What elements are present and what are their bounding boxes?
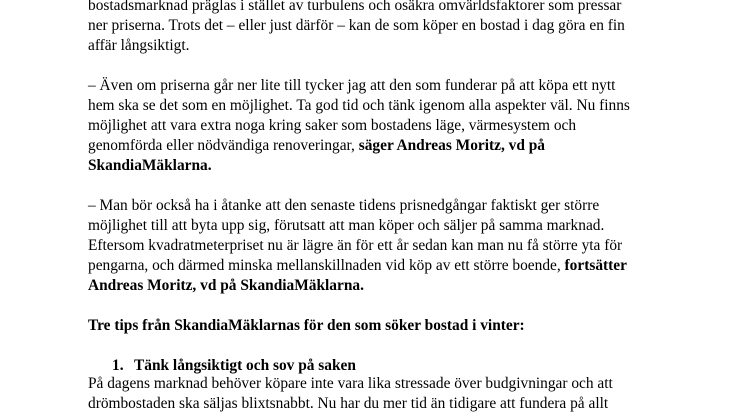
text-line: ner priserna. Trots det – eller just därför – kan de som köper en bostad i dag göra en fin bbox=[88, 17, 625, 34]
text-run: genomförda eller nödvändiga renoveringar, bbox=[88, 137, 359, 154]
text-line bbox=[88, 136, 728, 156]
list-item-label: Tänk långsiktigt och sov på saken bbox=[134, 357, 356, 374]
paragraph-quote-1 bbox=[88, 76, 728, 176]
text-line: – Man bör också ha i åtanke att den senaste tidens prisnedgångar faktiskt ger större bbox=[88, 197, 600, 214]
paragraph-quote-2 bbox=[88, 196, 728, 296]
tip-body bbox=[88, 374, 728, 414]
section-heading: Tre tips från SkandiaMäklarnas för den som söker bostad i vinter: bbox=[88, 317, 525, 334]
quote-attribution: Andreas Moritz, vd på SkandiaMäklarna. bbox=[88, 277, 364, 294]
text-line: affär långsiktigt. bbox=[88, 37, 190, 54]
text-line: På dagens marknad behöver köpare inte vara lika stressade över budgivningar och att bbox=[88, 375, 613, 392]
text-line: drömbostaden ska säljas blixtsnabbt. Nu har du mer tid än tidigare att fundera på allt bbox=[88, 395, 609, 412]
list-number: 1. bbox=[112, 357, 124, 374]
text-line: hem ska se det som en möjlighet. Ta god tid och tänk igenom alla aspekter väl. Nu finns bbox=[88, 97, 630, 114]
paragraph-intro bbox=[88, 0, 728, 56]
quote-attribution: fortsätter bbox=[564, 257, 627, 274]
quote-attribution: SkandiaMäklarna. bbox=[88, 157, 212, 174]
text-line bbox=[88, 256, 728, 276]
text-line: möjlighet till att byta upp sig, förutsatt att man köper och säljer på samma marknad. bbox=[88, 217, 605, 234]
text-line: bostadsmarknad präglas i stället av turbulens och osäkra omvärldsfaktorer som pressar bbox=[88, 0, 622, 14]
list-item-title bbox=[112, 356, 746, 376]
text-line: Eftersom kvadratmeterpriset nu är lägre än för ett år sedan kan man nu få större yta för bbox=[88, 237, 623, 254]
tips-heading bbox=[88, 316, 728, 336]
text-line: – Även om priserna går ner lite till tycker jag att den som funderar på att köpa ett nytt bbox=[88, 77, 616, 94]
quote-attribution: säger Andreas Moritz, vd på bbox=[358, 137, 545, 154]
text-line: möjlighet att vara extra noga kring saker som bostadens läge, värmesystem och bbox=[88, 117, 577, 134]
text-run: pengarna, och därmed minska mellanskillnaden vid köp av ett större boende, bbox=[88, 257, 565, 274]
list-item bbox=[112, 356, 746, 376]
